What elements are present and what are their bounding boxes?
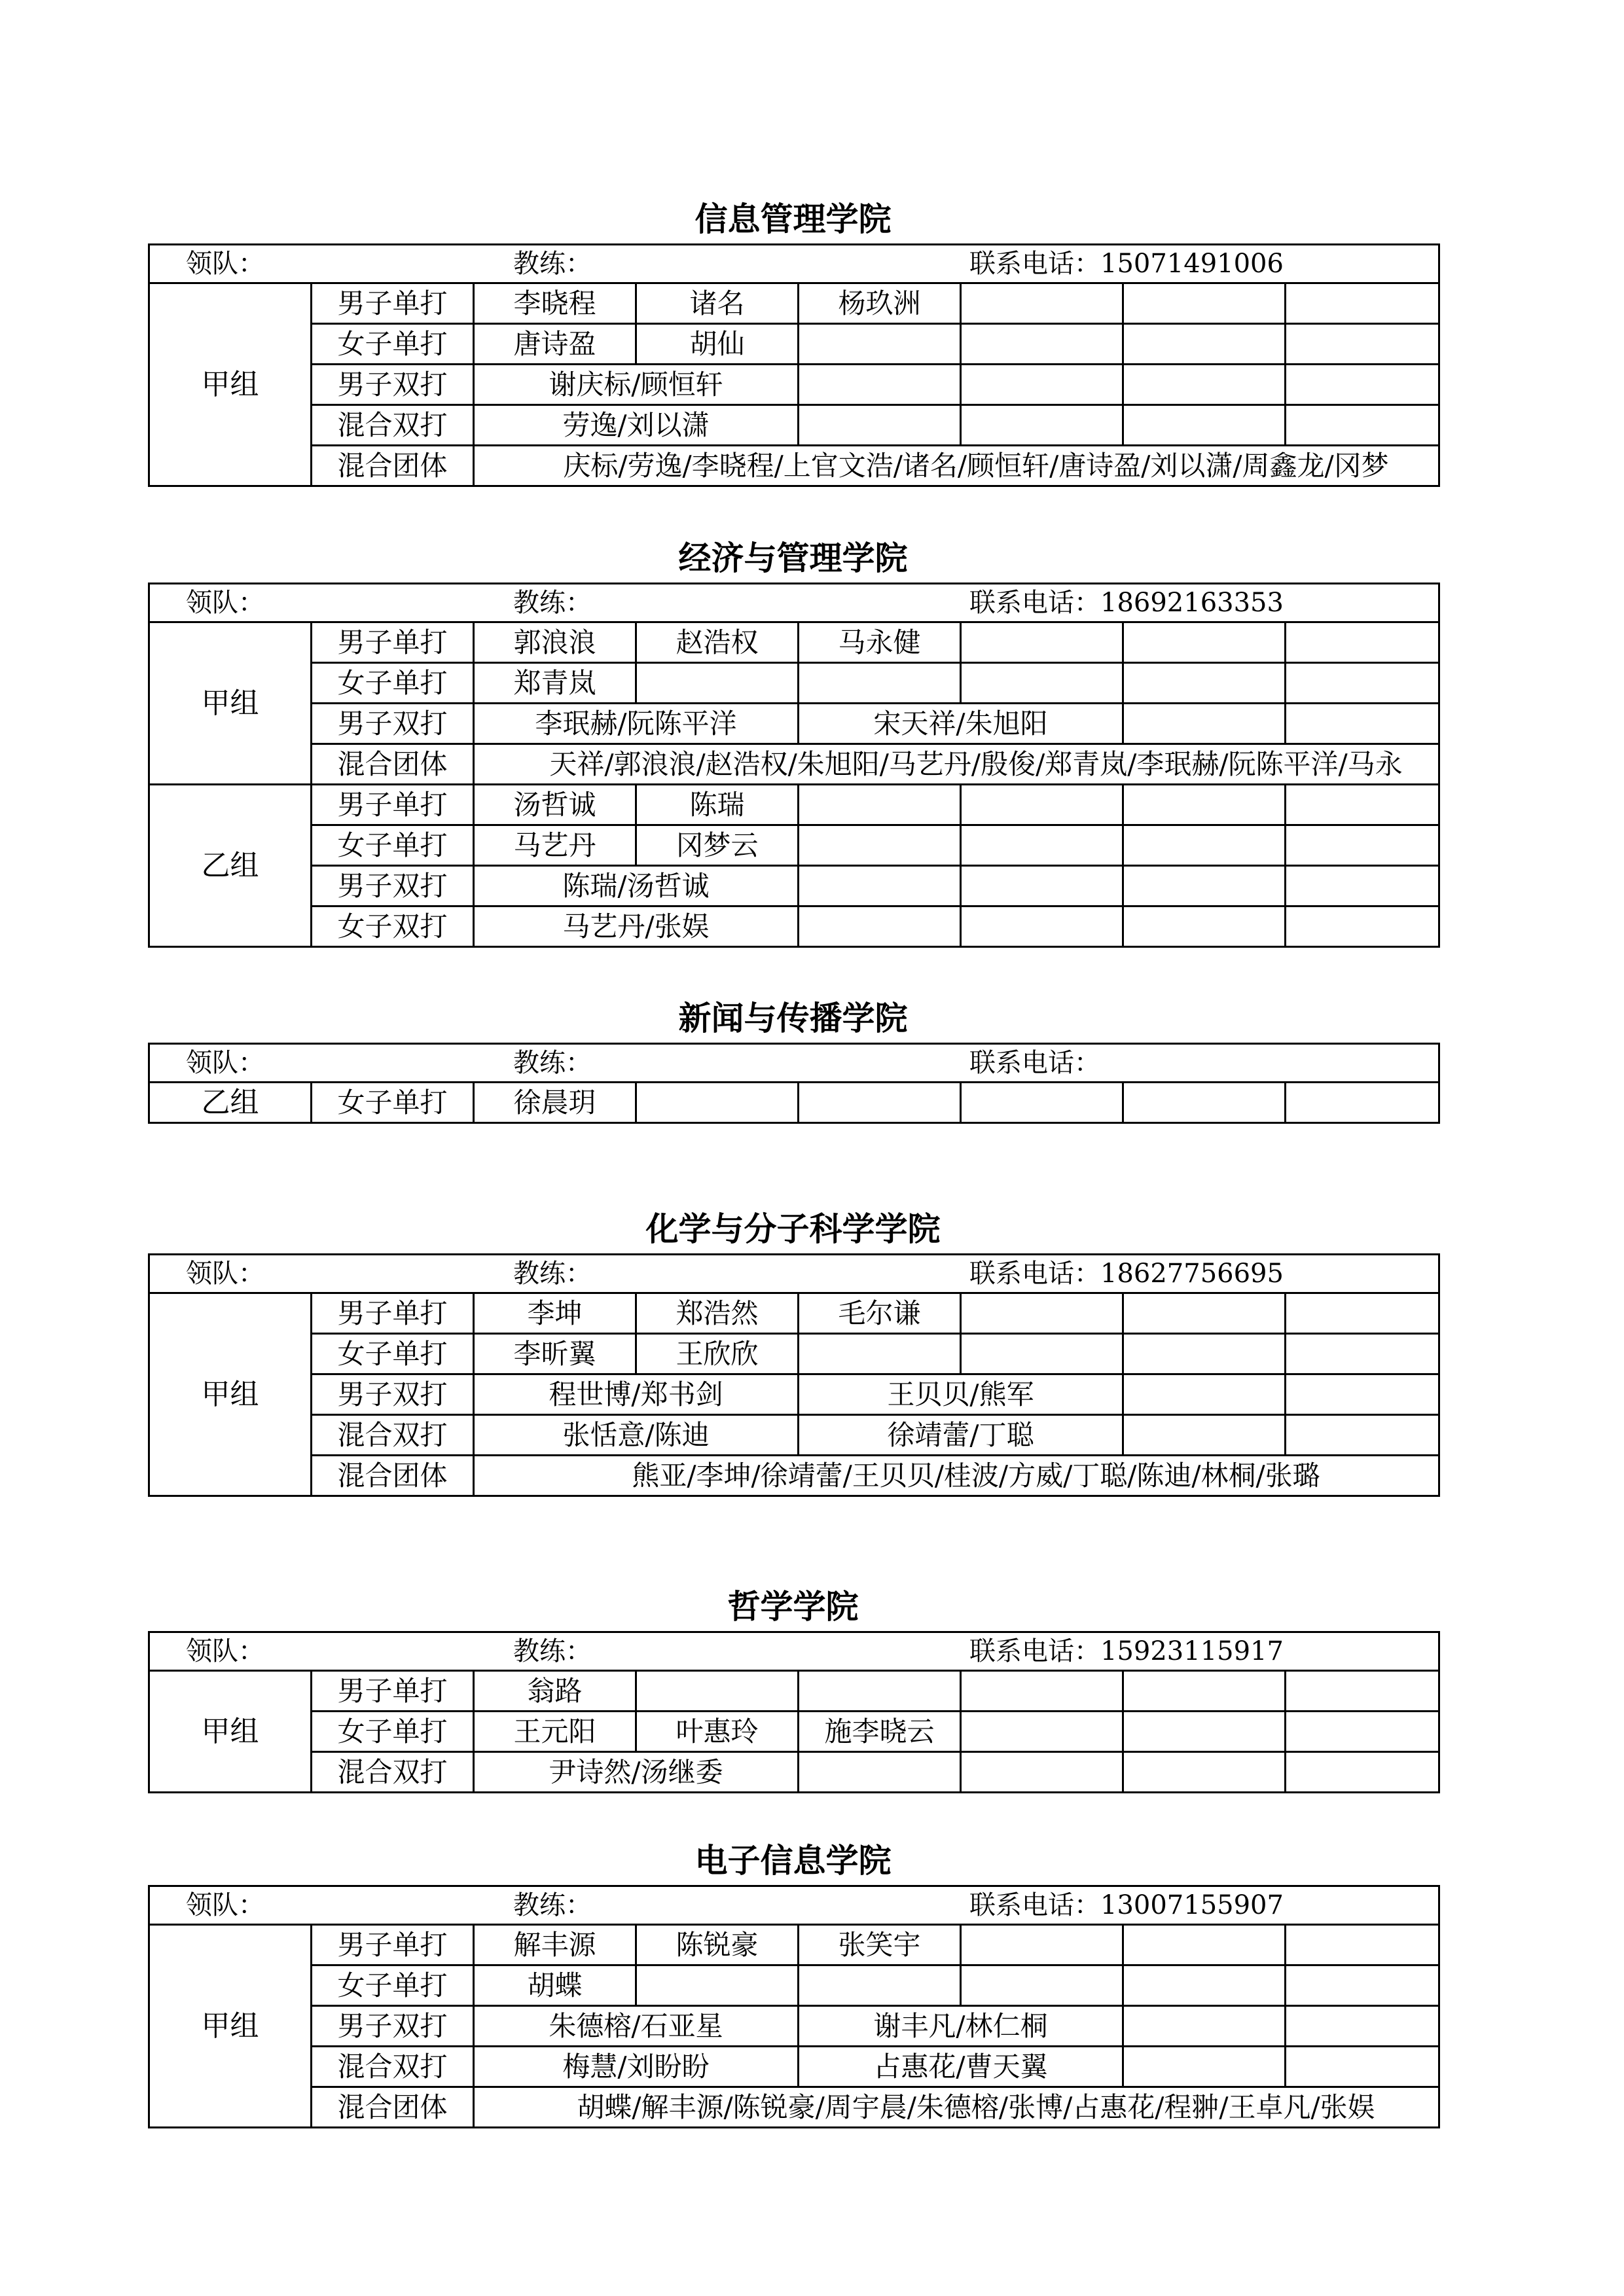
- phone-field: [969, 584, 1284, 621]
- event-name: 女子单打: [312, 1965, 474, 2006]
- player-cell: 张笑宇: [799, 1925, 961, 1965]
- phone-label: 联系电话：: [969, 588, 1100, 618]
- empty-cell: [1286, 1752, 1439, 1793]
- table-row: [149, 785, 1439, 825]
- empty-cell: [961, 1752, 1123, 1793]
- phone-number: 13007155907: [1100, 1890, 1284, 1920]
- coach-label: 教练：: [513, 249, 592, 279]
- empty-cell: [961, 622, 1123, 663]
- pair-cell: 占惠花/曹天翼: [799, 2047, 1123, 2087]
- leader-label: 领队：: [186, 249, 264, 279]
- phone-label: 联系电话：: [969, 1259, 1100, 1289]
- header-row: [149, 1886, 1439, 1925]
- player-cell: 郑浩然: [636, 1293, 799, 1334]
- phone-number: 18692163353: [1100, 588, 1284, 618]
- contact-header: [149, 245, 1439, 283]
- header-row: [149, 584, 1439, 622]
- event-name: 女子单打: [312, 825, 474, 866]
- event-name: 男子双打: [312, 704, 474, 744]
- empty-cell: [636, 1965, 799, 2006]
- empty-cell: [1123, 2047, 1286, 2087]
- table-row: [149, 1925, 1439, 1965]
- roster-table: [148, 243, 1440, 487]
- empty-cell: [1123, 283, 1286, 324]
- empty-cell: [1286, 825, 1439, 866]
- player-cell: 赵浩权: [636, 622, 799, 663]
- event-name: 女子单打: [312, 1334, 474, 1374]
- empty-cell: [799, 1671, 961, 1712]
- pair-cell: 陈瑞/汤哲诚: [474, 866, 799, 906]
- college-title: 化学与分子科学学院: [645, 1210, 941, 1248]
- group-name: 甲组: [149, 283, 312, 486]
- player-cell: 郭浪浪: [474, 622, 636, 663]
- event-name: 男子单打: [312, 785, 474, 825]
- empty-cell: [961, 866, 1123, 906]
- group-name: 甲组: [149, 1293, 312, 1496]
- player-cell: 陈锐豪: [636, 1925, 799, 1965]
- phone-label: 联系电话：: [969, 249, 1100, 279]
- table-row: [149, 324, 1439, 365]
- table-row: [149, 622, 1439, 663]
- empty-cell: [799, 1752, 961, 1793]
- coach-label: 教练：: [513, 1048, 592, 1078]
- event-name: 男子双打: [312, 2006, 474, 2047]
- empty-cell: [961, 663, 1123, 704]
- pair-cell: 马艺丹/张娱: [474, 906, 799, 947]
- player-cell: 李昕翼: [474, 1334, 636, 1374]
- player-cell: 胡仙: [636, 324, 799, 365]
- player-cell: 诸名: [636, 283, 799, 324]
- college-title: 新闻与传播学院: [678, 999, 908, 1037]
- table-row: [149, 1712, 1439, 1752]
- empty-cell: [799, 405, 961, 446]
- leader-label: 领队：: [186, 1048, 264, 1078]
- empty-cell: [961, 1671, 1123, 1712]
- pair-cell: 尹诗然/汤继委: [474, 1752, 799, 1793]
- empty-cell: [1286, 405, 1439, 446]
- empty-cell: [1286, 1083, 1439, 1123]
- player-cell: 王欣欣: [636, 1334, 799, 1374]
- team-cell: 胡蝶/解丰源/陈锐豪/周宇晨/朱德榕/张博/占惠花/程翀/王卓凡/张娱: [474, 2087, 1439, 2128]
- group-name: 甲组: [149, 622, 312, 785]
- empty-cell: [1123, 1293, 1286, 1334]
- empty-cell: [1286, 1712, 1439, 1752]
- pair-cell: 谢庆标/顾恒轩: [474, 365, 799, 405]
- phone-field: [969, 245, 1284, 282]
- empty-cell: [1123, 1965, 1286, 2006]
- table-row: [149, 825, 1439, 866]
- table-row: [149, 283, 1439, 324]
- event-name: 女子单打: [312, 1083, 474, 1123]
- table-row: [149, 663, 1439, 704]
- empty-cell: [961, 283, 1123, 324]
- group-name: 甲组: [149, 1671, 312, 1793]
- table-row: [149, 1083, 1439, 1123]
- empty-cell: [1123, 2006, 1286, 2047]
- empty-cell: [1286, 1415, 1439, 1456]
- player-cell: 徐晨玥: [474, 1083, 636, 1123]
- empty-cell: [1286, 283, 1439, 324]
- event-name: 男子单打: [312, 622, 474, 663]
- pair-cell: 徐靖蕾/丁聪: [799, 1415, 1123, 1456]
- college-title: 哲学学院: [727, 1588, 859, 1626]
- player-cell: 马永健: [799, 622, 961, 663]
- table-row: [149, 1752, 1439, 1793]
- contact-header: [149, 584, 1439, 622]
- event-name: 混合双打: [312, 2047, 474, 2087]
- empty-cell: [961, 1293, 1123, 1334]
- empty-cell: [1123, 704, 1286, 744]
- pair-cell: 宋天祥/朱旭阳: [799, 704, 1123, 744]
- event-name: 男子双打: [312, 1374, 474, 1415]
- player-cell: 翁路: [474, 1671, 636, 1712]
- event-name: 男子双打: [312, 365, 474, 405]
- empty-cell: [961, 785, 1123, 825]
- phone-field: [969, 1255, 1284, 1292]
- empty-cell: [1123, 825, 1286, 866]
- empty-cell: [636, 1671, 799, 1712]
- event-name: 男子双打: [312, 866, 474, 906]
- table-row: [149, 365, 1439, 405]
- empty-cell: [1123, 1374, 1286, 1415]
- event-name: 混合团体: [312, 744, 474, 785]
- empty-cell: [1286, 906, 1439, 947]
- empty-cell: [1286, 1293, 1439, 1334]
- leader-label: 领队：: [186, 1636, 264, 1666]
- empty-cell: [961, 1712, 1123, 1752]
- empty-cell: [1286, 785, 1439, 825]
- table-row: [149, 866, 1439, 906]
- empty-cell: [799, 785, 961, 825]
- empty-cell: [799, 1334, 961, 1374]
- leader-label: 领队：: [186, 1890, 264, 1920]
- phone-number: 15071491006: [1100, 249, 1284, 279]
- empty-cell: [636, 1083, 799, 1123]
- table-row: [149, 446, 1439, 486]
- player-cell: 毛尔谦: [799, 1293, 961, 1334]
- empty-cell: [1123, 1752, 1286, 1793]
- event-name: 女子双打: [312, 906, 474, 947]
- empty-cell: [1123, 906, 1286, 947]
- empty-cell: [961, 324, 1123, 365]
- player-cell: 马艺丹: [474, 825, 636, 866]
- empty-cell: [1286, 704, 1439, 744]
- header-row: [149, 1255, 1439, 1293]
- phone-field: [969, 1633, 1284, 1670]
- empty-cell: [1286, 1374, 1439, 1415]
- group-name: 乙组: [149, 785, 312, 947]
- empty-cell: [799, 663, 961, 704]
- empty-cell: [1123, 1712, 1286, 1752]
- pair-cell: 谢丰凡/林仁桐: [799, 2006, 1123, 2047]
- empty-cell: [799, 825, 961, 866]
- empty-cell: [636, 663, 799, 704]
- empty-cell: [799, 324, 961, 365]
- empty-cell: [1286, 1925, 1439, 1965]
- player-cell: 李坤: [474, 1293, 636, 1334]
- roster-table: [148, 1885, 1440, 2128]
- phone-label: 联系电话：: [969, 1636, 1100, 1666]
- player-cell: 杨玖洲: [799, 283, 961, 324]
- pair-cell: 王贝贝/熊军: [799, 1374, 1123, 1415]
- contact-header: [149, 1632, 1439, 1671]
- table-row: [149, 1374, 1439, 1415]
- empty-cell: [1123, 324, 1286, 365]
- table-row: [149, 1334, 1439, 1374]
- table-row: [149, 704, 1439, 744]
- event-name: 男子单打: [312, 1293, 474, 1334]
- empty-cell: [799, 365, 961, 405]
- event-name: 混合团体: [312, 2087, 474, 2128]
- phone-label: 联系电话：: [969, 1890, 1100, 1920]
- event-name: 混合团体: [312, 1456, 474, 1496]
- player-cell: 解丰源: [474, 1925, 636, 1965]
- table-row: [149, 405, 1439, 446]
- table-row: [149, 1456, 1439, 1496]
- empty-cell: [799, 1083, 961, 1123]
- player-cell: 叶惠玲: [636, 1712, 799, 1752]
- event-name: 混合双打: [312, 1752, 474, 1793]
- empty-cell: [1286, 663, 1439, 704]
- player-cell: 陈瑞: [636, 785, 799, 825]
- contact-header: [149, 1044, 1439, 1083]
- empty-cell: [799, 866, 961, 906]
- empty-cell: [1123, 365, 1286, 405]
- empty-cell: [799, 906, 961, 947]
- empty-cell: [1286, 2047, 1439, 2087]
- phone-label: 联系电话：: [969, 1048, 1100, 1078]
- table-row: [149, 2047, 1439, 2087]
- empty-cell: [961, 825, 1123, 866]
- roster-table: [148, 1253, 1440, 1497]
- contact-header: [149, 1886, 1439, 1925]
- header-row: [149, 1044, 1439, 1083]
- player-cell: 郑青岚: [474, 663, 636, 704]
- roster-table: [148, 1043, 1440, 1124]
- player-cell: 冈梦云: [636, 825, 799, 866]
- empty-cell: [1286, 324, 1439, 365]
- group-name: 乙组: [149, 1083, 312, 1123]
- table-row: [149, 1965, 1439, 2006]
- roster-table: [148, 583, 1440, 948]
- leader-label: 领队：: [186, 1259, 264, 1289]
- event-name: 混合团体: [312, 446, 474, 486]
- table-row: [149, 744, 1439, 785]
- phone-field: [969, 1887, 1284, 1924]
- player-cell: 胡蝶: [474, 1965, 636, 2006]
- table-row: [149, 2006, 1439, 2047]
- pair-cell: 朱德榕/石亚星: [474, 2006, 799, 2047]
- empty-cell: [961, 365, 1123, 405]
- empty-cell: [961, 1083, 1123, 1123]
- contact-header: [149, 1255, 1439, 1293]
- empty-cell: [961, 1925, 1123, 1965]
- empty-cell: [1123, 1671, 1286, 1712]
- group-name: 甲组: [149, 1925, 312, 2128]
- empty-cell: [1286, 1334, 1439, 1374]
- pair-cell: 梅慧/刘盼盼: [474, 2047, 799, 2087]
- table-row: [149, 2087, 1439, 2128]
- empty-cell: [1286, 2006, 1439, 2047]
- event-name: 男子单打: [312, 1925, 474, 1965]
- event-name: 男子单打: [312, 1671, 474, 1712]
- pair-cell: 李珉赫/阮陈平洋: [474, 704, 799, 744]
- phone-number: 15923115917: [1100, 1636, 1284, 1666]
- empty-cell: [1123, 1334, 1286, 1374]
- pair-cell: 程世博/郑书剑: [474, 1374, 799, 1415]
- empty-cell: [961, 405, 1123, 446]
- empty-cell: [1286, 1671, 1439, 1712]
- event-name: 女子单打: [312, 663, 474, 704]
- pair-cell: 张恬意/陈迪: [474, 1415, 799, 1456]
- event-name: 女子单打: [312, 1712, 474, 1752]
- table-row: [149, 1415, 1439, 1456]
- header-row: [149, 1632, 1439, 1671]
- coach-label: 教练：: [513, 1636, 592, 1666]
- coach-label: 教练：: [513, 1890, 592, 1920]
- empty-cell: [1286, 622, 1439, 663]
- header-row: [149, 245, 1439, 283]
- event-name: 女子单打: [312, 324, 474, 365]
- player-cell: 李晓程: [474, 283, 636, 324]
- empty-cell: [1123, 663, 1286, 704]
- event-name: 混合双打: [312, 1415, 474, 1456]
- empty-cell: [1123, 1925, 1286, 1965]
- table-row: [149, 906, 1439, 947]
- college-title: 信息管理学院: [695, 200, 892, 238]
- player-cell: 王元阳: [474, 1712, 636, 1752]
- coach-label: 教练：: [513, 588, 592, 618]
- player-cell: 唐诗盈: [474, 324, 636, 365]
- coach-label: 教练：: [513, 1259, 592, 1289]
- empty-cell: [1286, 866, 1439, 906]
- empty-cell: [1123, 1083, 1286, 1123]
- empty-cell: [1286, 365, 1439, 405]
- table-row: [149, 1293, 1439, 1334]
- empty-cell: [961, 1334, 1123, 1374]
- team-cell: 熊亚/李坤/徐靖蕾/王贝贝/桂波/方威/丁聪/陈迪/林桐/张璐: [474, 1456, 1439, 1496]
- phone-number: 18627756695: [1100, 1259, 1284, 1289]
- empty-cell: [1286, 1965, 1439, 2006]
- empty-cell: [1123, 866, 1286, 906]
- pair-cell: 劳逸/刘以潇: [474, 405, 799, 446]
- table-row: [149, 1671, 1439, 1712]
- empty-cell: [1123, 785, 1286, 825]
- empty-cell: [1123, 1415, 1286, 1456]
- roster-table: [148, 1631, 1440, 1793]
- phone-field: [969, 1045, 1100, 1081]
- player-cell: 施李晓云: [799, 1712, 961, 1752]
- college-title: 电子信息学院: [695, 1842, 892, 1880]
- empty-cell: [1123, 622, 1286, 663]
- college-title: 经济与管理学院: [678, 539, 908, 577]
- player-cell: 汤哲诚: [474, 785, 636, 825]
- leader-label: 领队：: [186, 588, 264, 618]
- empty-cell: [961, 906, 1123, 947]
- team-cell: 天祥/郭浪浪/赵浩权/朱旭阳/马艺丹/殷俊/郑青岚/李珉赫/阮陈平洋/马永: [474, 744, 1439, 785]
- event-name: 男子单打: [312, 283, 474, 324]
- empty-cell: [1123, 405, 1286, 446]
- event-name: 混合双打: [312, 405, 474, 446]
- empty-cell: [961, 1965, 1123, 2006]
- empty-cell: [799, 1965, 961, 2006]
- team-cell: 庆标/劳逸/李晓程/上官文浩/诸名/顾恒轩/唐诗盈/刘以潇/周鑫龙/冈梦: [474, 446, 1439, 486]
